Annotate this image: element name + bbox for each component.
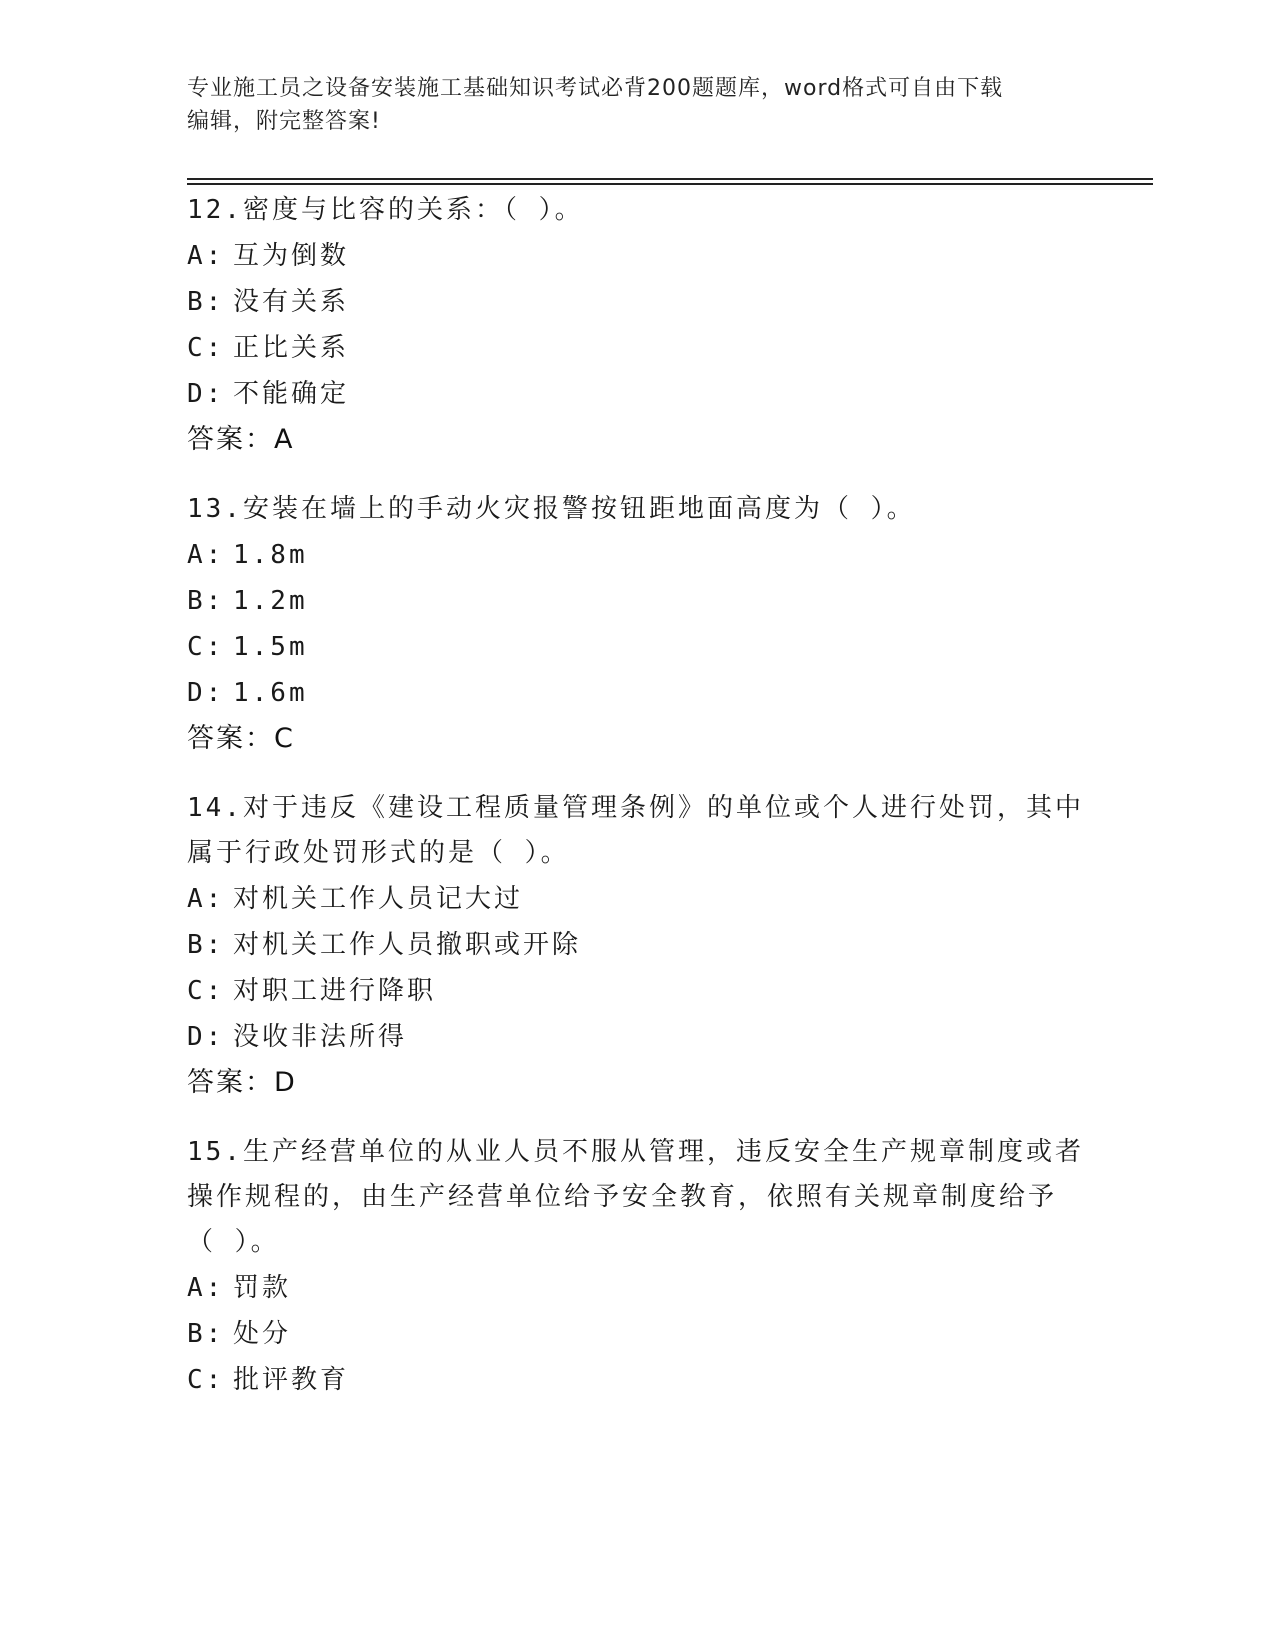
option-a xyxy=(187,1265,1087,1311)
option-key: C: xyxy=(187,1365,225,1395)
option-c xyxy=(187,1357,1087,1403)
option-key: D: xyxy=(187,379,225,409)
option-key: C: xyxy=(187,632,225,662)
option-key: B: xyxy=(187,287,225,317)
option-text: 处分 xyxy=(233,1319,292,1349)
option-text: 1.6m xyxy=(233,678,308,708)
option-b xyxy=(187,1311,1087,1357)
header-divider-bottom xyxy=(187,183,1153,185)
option-key: D: xyxy=(187,1022,225,1052)
option-text: 对机关工作人员撤职或开除 xyxy=(233,930,582,960)
answer-label: 答案：A xyxy=(187,424,295,455)
option-key: B: xyxy=(187,930,225,960)
option-key: A: xyxy=(187,884,225,914)
option-d xyxy=(187,1014,1087,1060)
option-text: 没收非法所得 xyxy=(233,1022,408,1052)
option-d xyxy=(187,371,1087,417)
option-text: 1.8m xyxy=(233,540,308,570)
question-text-line-1: 14.对于违反《建设工程质量管理条例》的单位或个人进行处罚，其中 xyxy=(187,793,1084,823)
option-a xyxy=(187,233,1087,279)
option-key: C: xyxy=(187,976,225,1006)
answer-label: 答案：D xyxy=(187,1067,297,1098)
option-text: 正比关系 xyxy=(233,333,350,363)
option-b xyxy=(187,279,1087,325)
question-13 xyxy=(187,487,1087,762)
question-list xyxy=(187,188,1087,1427)
option-text: 罚款 xyxy=(233,1273,292,1303)
option-a xyxy=(187,532,1087,578)
question-text-line-1: 15.生产经营单位的从业人员不服从管理，违反安全生产规章制度或者 xyxy=(187,1137,1084,1167)
answer-label: 答案：C xyxy=(187,723,295,754)
option-text: 对职工进行降职 xyxy=(233,976,437,1006)
header-divider-top xyxy=(187,178,1153,180)
option-key: A: xyxy=(187,540,225,570)
option-b xyxy=(187,922,1087,968)
option-key: C: xyxy=(187,333,225,363)
option-c xyxy=(187,624,1087,670)
option-c xyxy=(187,325,1087,371)
option-c xyxy=(187,968,1087,1014)
question-text: 12.密度与比容的关系：（ ）。 xyxy=(187,195,584,225)
option-d xyxy=(187,670,1087,716)
question-15 xyxy=(187,1130,1087,1403)
option-text: 批评教育 xyxy=(233,1365,350,1395)
option-b xyxy=(187,578,1087,624)
option-a xyxy=(187,876,1087,922)
option-key: D: xyxy=(187,678,225,708)
header-line-1: 专业施工员之设备安装施工基础知识考试必背200题题库，word格式可自由下载 xyxy=(187,76,1004,101)
question-text-line-2: 操作规程的，由生产经营单位给予安全教育，依照有关规章制度给予 xyxy=(187,1182,1058,1212)
option-key: A: xyxy=(187,1273,225,1303)
document-header xyxy=(187,72,1067,138)
option-key: B: xyxy=(187,586,225,616)
question-12 xyxy=(187,188,1087,463)
option-key: B: xyxy=(187,1319,225,1349)
option-text: 没有关系 xyxy=(233,287,350,317)
option-text: 不能确定 xyxy=(233,379,350,409)
option-text: 对机关工作人员记大过 xyxy=(233,884,524,914)
question-text: 13.安装在墙上的手动火灾报警按钮距地面高度为（ ）。 xyxy=(187,494,916,524)
option-key: A: xyxy=(187,241,225,271)
option-text: 互为倒数 xyxy=(233,241,350,271)
header-line-2: 编辑，附完整答案! xyxy=(187,109,381,134)
question-text-line-3: （ ）。 xyxy=(187,1227,280,1257)
question-14 xyxy=(187,786,1087,1106)
option-text: 1.2m xyxy=(233,586,308,616)
question-text-line-2: 属于行政处罚形式的是（ ）。 xyxy=(187,838,570,868)
option-text: 1.5m xyxy=(233,632,308,662)
